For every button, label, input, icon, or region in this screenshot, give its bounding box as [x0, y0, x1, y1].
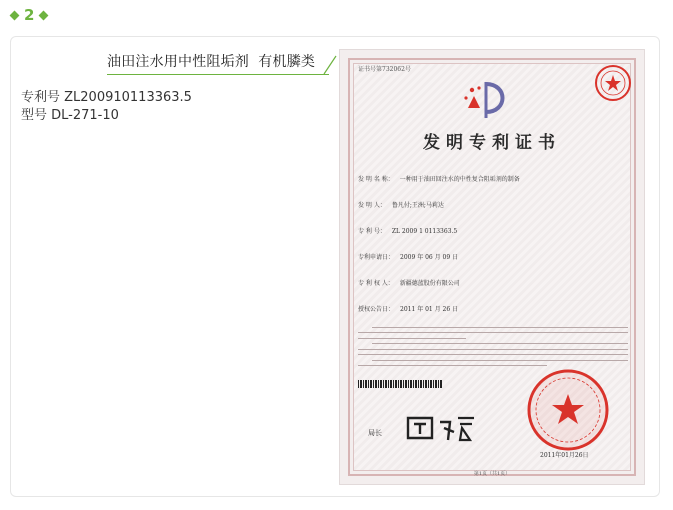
field-label: 专 利 权 人：	[358, 280, 394, 287]
field-inventors	[358, 200, 444, 209]
patent-certificate-image	[339, 49, 645, 485]
product-title-wrap	[107, 49, 315, 73]
field-value: ZL 2009 1 0113363.5	[391, 228, 458, 235]
certificate-number: 证书号第732062号	[358, 66, 411, 73]
body-text-line	[358, 332, 628, 333]
field-value: 新疆德蓝股份有限公司	[399, 280, 460, 287]
certificate-date: 2011年01月26日	[540, 452, 589, 459]
field-label: 专 利 号：	[358, 228, 386, 235]
body-text-line	[372, 343, 628, 344]
body-text-line	[358, 365, 547, 366]
field-value: 鲁凡付;王洲;马莉达	[391, 202, 444, 209]
field-grant-date	[358, 304, 458, 313]
diamond-icon	[10, 10, 20, 20]
director-signature-icon	[388, 410, 478, 446]
product-info	[21, 89, 192, 125]
field-value: 2009 年 06 月 09 日	[400, 254, 459, 261]
field-label: 发 明 人：	[358, 202, 386, 209]
section-index-label: 2	[24, 6, 35, 24]
body-text-line	[358, 338, 466, 339]
title-underline	[107, 74, 329, 75]
certificate-page-number: 第1页（共1页）	[473, 471, 511, 477]
product-card	[10, 36, 660, 497]
field-label: 专利申请日：	[358, 254, 395, 261]
field-application-date	[358, 252, 458, 261]
field-patentee	[358, 278, 460, 287]
certificate-heading: 发明专利证书	[423, 133, 561, 153]
body-text-line	[372, 327, 628, 328]
body-text-line	[372, 360, 628, 361]
signer-title: 局长	[368, 429, 382, 437]
title-slash-icon	[322, 55, 338, 75]
patent-number: 专利号 ZL200910113363.5	[21, 90, 192, 105]
field-invention-name	[358, 174, 520, 183]
product-title: 油田注水用中性阻垢剂 有机膦类	[107, 54, 316, 70]
official-seal-icon	[526, 368, 610, 452]
barcode	[358, 380, 442, 388]
field-patent-number	[358, 226, 457, 235]
certificate-body-text	[358, 322, 628, 371]
field-value: 2011 年 01 月 26 日	[400, 306, 459, 313]
body-text-line	[358, 354, 628, 355]
field-value: 一种用于油田回注水的中性复合阻垢剂的制备	[399, 176, 520, 183]
top-seal-icon	[594, 64, 632, 102]
patent-office-logo-icon	[460, 78, 516, 122]
model-number: 型号 DL-271-10	[21, 108, 119, 123]
diamond-icon	[39, 10, 49, 20]
field-label: 发 明 名 称：	[358, 176, 394, 183]
field-label: 授权公告日：	[358, 306, 395, 313]
body-text-line	[358, 349, 628, 350]
section-index-badge	[8, 6, 50, 24]
